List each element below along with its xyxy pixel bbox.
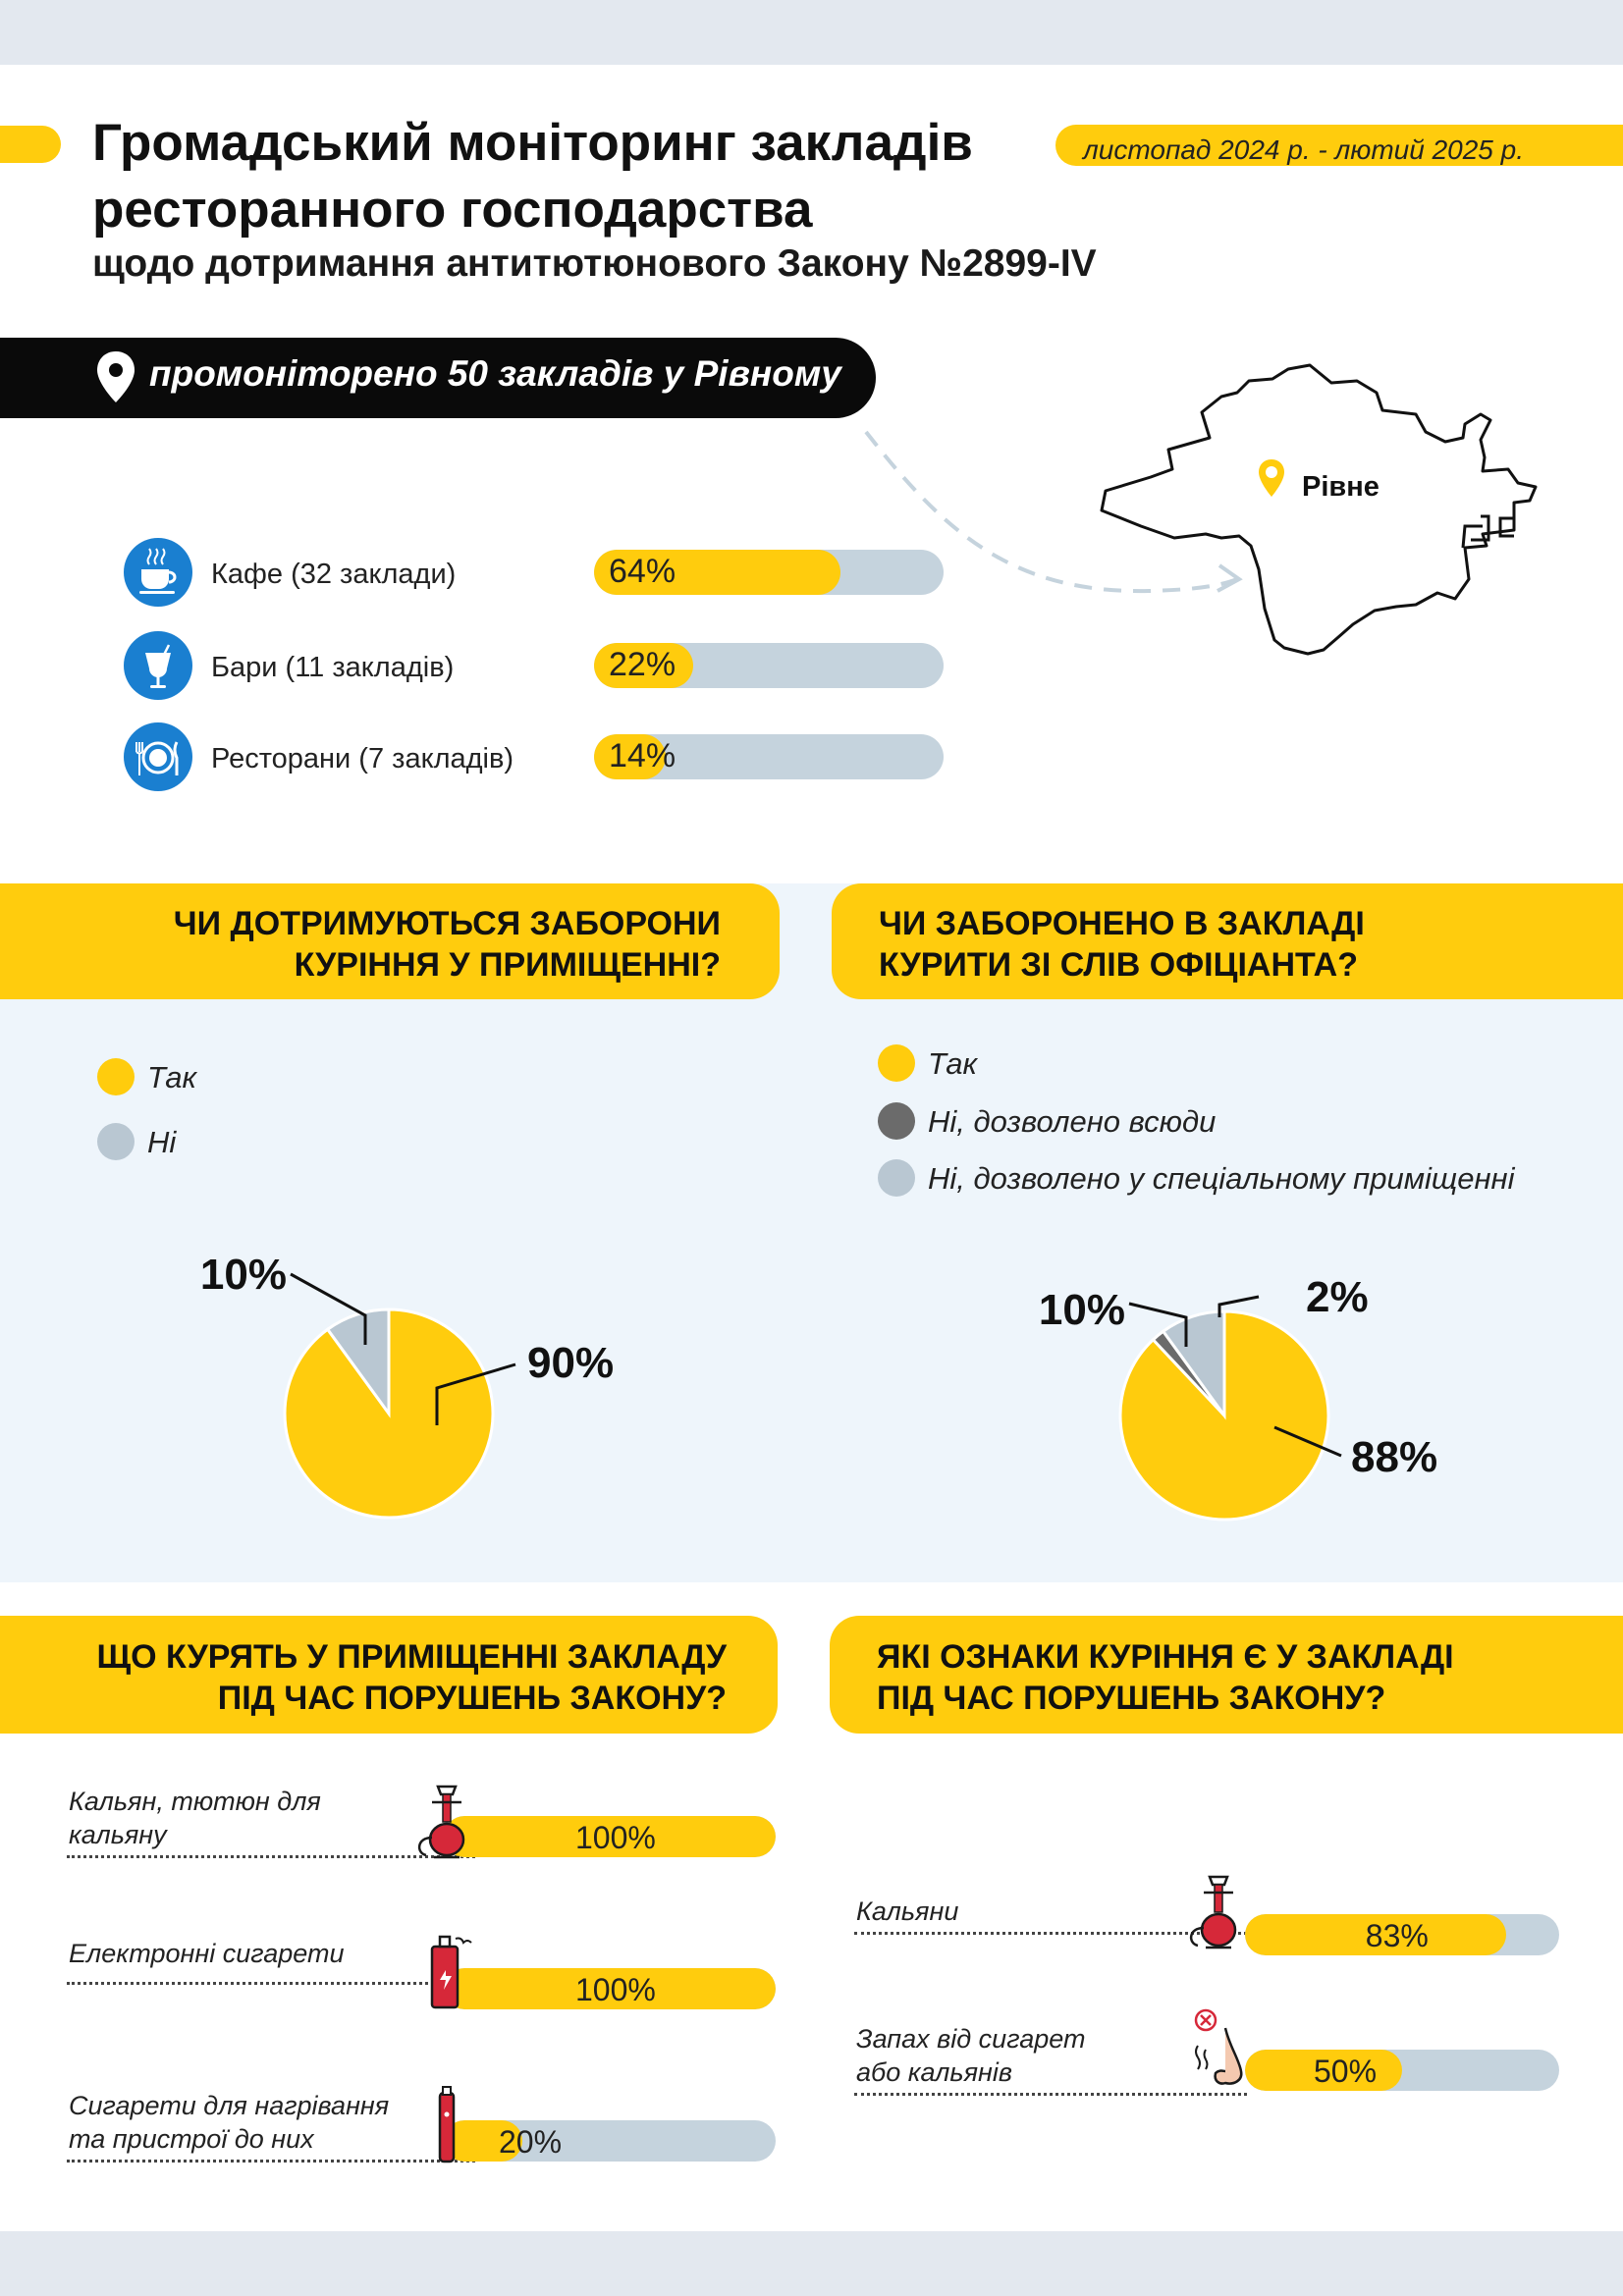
- q4-item-icon-wrap: [1184, 2006, 1253, 2089]
- venue-label: Ресторани (7 закладів): [211, 743, 514, 774]
- plate-cutlery-icon: [124, 722, 192, 791]
- q2-pie-chart: [943, 1207, 1532, 1561]
- q3-title-line1: ЩО КУРЯТЬ У ПРИМІЩЕННІ ЗАКЛАДУ: [96, 1638, 727, 1676]
- q1-title: [0, 903, 721, 986]
- q4-item-icon-wrap: [1184, 1871, 1253, 1953]
- cup-body: [141, 569, 169, 589]
- rivne-map: [1092, 353, 1543, 667]
- venue-icon-wrap: [124, 538, 192, 607]
- q3-item-label-line1: Сигарети для нагрівання: [69, 2091, 390, 2120]
- q3-title-line2: ПІД ЧАС ПОРУШЕНЬ ЗАКОНУ?: [217, 1680, 727, 1717]
- city-pin-icon: [1257, 457, 1286, 499]
- hookah-stem: [1215, 1885, 1222, 1912]
- q1-legend-yes-dot: [97, 1058, 135, 1095]
- q4-title: [877, 1636, 1454, 1719]
- q4-item-label: [856, 2022, 1180, 2089]
- pie-value-label: 10%: [199, 1251, 287, 1299]
- top-band: [0, 0, 1623, 65]
- pie-value-label: 88%: [1351, 1433, 1438, 1481]
- pie-value-label: 10%: [1038, 1286, 1125, 1334]
- q1-legend-no: Ні: [147, 1125, 177, 1159]
- map-pin-icon: [94, 349, 137, 404]
- city-label: Рівне: [1302, 471, 1380, 503]
- q2-legend-yes-dot: [878, 1044, 915, 1082]
- venue-label: Бари (11 закладів): [211, 652, 455, 683]
- q3-item-label: [69, 2089, 393, 2156]
- q1-legend-no-dot: [97, 1123, 135, 1160]
- hookah-base: [430, 1824, 463, 1855]
- device-button: [445, 2112, 450, 2117]
- q1-title-line1: ЧИ ДОТРИМУЮТЬСЯ ЗАБОРОНИ: [173, 905, 721, 942]
- cocktail-icon: [124, 631, 192, 700]
- venue-pct-label: 14%: [609, 737, 676, 774]
- q3-item-icon-wrap: [412, 1781, 481, 1863]
- q1-legend-yes: Так: [147, 1060, 197, 1095]
- q2-legend-allowed-everywhere-dot: [878, 1102, 915, 1140]
- q4-item-label-line1: Кальяни: [856, 1896, 959, 1926]
- hookah-bowl: [1210, 1877, 1227, 1885]
- q2-title-line1: ЧИ ЗАБОРОНЕНО В ЗАКЛАДІ: [879, 905, 1365, 942]
- page-title-line1: Громадський моніторинг закладів: [92, 114, 973, 172]
- page-title-line2: ресторанного господарства: [92, 181, 813, 239]
- q4-dotted-leader: [854, 2093, 1247, 2096]
- glass-base: [150, 685, 166, 688]
- hookah-icon: [412, 1781, 481, 1863]
- venue-icon-wrap: [124, 631, 192, 700]
- q3-bar-value: 100%: [575, 1972, 656, 2007]
- q4-item-label-line2: або кальянів: [856, 2057, 1012, 2087]
- q3-item-label-line1: Електронні сигарети: [69, 1939, 345, 1968]
- hookah-icon: [1184, 1871, 1253, 1953]
- bottom-band: [0, 2231, 1623, 2296]
- q3-bar-track: [444, 2120, 776, 2162]
- q1-pie-chart: [177, 1207, 727, 1561]
- vape-icon: [412, 1933, 481, 2015]
- q2-title: [879, 903, 1365, 986]
- smell-waves: [1196, 2046, 1208, 2069]
- hookah-stem: [443, 1794, 451, 1822]
- date-range-badge: листопад 2024 р. - лютий 2025 р.: [1055, 125, 1623, 166]
- vape-smoke: [456, 1939, 471, 1944]
- q3-item-label-line2: та пристрої до них: [69, 2124, 314, 2154]
- q4-item-label: [856, 1895, 1180, 1928]
- pie-value-label: 2%: [1306, 1273, 1369, 1321]
- q3-item-label-line1: Кальян, тютюн для: [69, 1787, 321, 1816]
- q4-bar-value: 83%: [1365, 1918, 1429, 1953]
- q3-bar-value: 100%: [575, 1820, 656, 1855]
- vape-tip: [440, 1937, 450, 1947]
- nose-smell-icon: [1184, 2006, 1253, 2089]
- q2-legend-special-room: Ні, дозволено у спеціальному приміщенні: [928, 1161, 1515, 1196]
- nose-shape: [1216, 2028, 1242, 2084]
- q4-title-line1: ЯКІ ОЗНАКИ КУРІННЯ Є У ЗАКЛАДІ: [877, 1638, 1454, 1676]
- q4-item-label-line1: Запах від сигарет: [856, 2024, 1086, 2054]
- q2-legend-yes: Так: [928, 1046, 978, 1081]
- page-title: [92, 110, 973, 243]
- coffee-cup-icon: [124, 538, 192, 607]
- q4-bar-value: 50%: [1314, 2054, 1378, 2089]
- hookah-bowl: [438, 1787, 456, 1794]
- q3-item-icon-wrap: [412, 1933, 481, 2015]
- q3-bar-value: 20%: [499, 2124, 563, 2160]
- title-accent-tab: [0, 126, 61, 163]
- venue-icon-wrap: [124, 722, 192, 791]
- q3-item-label: [69, 1785, 393, 1851]
- device-stick: [443, 2087, 451, 2095]
- q1-title-line2: КУРІННЯ У ПРИМІЩЕННІ?: [294, 946, 721, 984]
- cup-saucer: [139, 591, 175, 594]
- q2-legend-allowed-everywhere: Ні, дозволено всюди: [928, 1104, 1217, 1139]
- page-subtitle: щодо дотримання антитютюнового Закону №2899-IV: [92, 242, 1097, 285]
- venue-pct-label: 22%: [609, 646, 676, 683]
- plate-inner: [149, 749, 167, 767]
- q2-legend-special-room-dot: [878, 1159, 915, 1197]
- monitoring-banner-text: промоніторено 50 закладів у Рівному: [149, 353, 841, 394]
- device-body: [440, 2093, 454, 2162]
- q4-title-line2: ПІД ЧАС ПОРУШЕНЬ ЗАКОНУ?: [877, 1680, 1386, 1717]
- venue-pct-label: 64%: [609, 553, 676, 590]
- hookah-base: [1202, 1914, 1235, 1946]
- venue-label: Кафе (32 заклади): [211, 559, 457, 590]
- heated-tobacco-icon: [412, 2085, 481, 2167]
- q2-title-line2: КУРИТИ ЗІ СЛІВ ОФІЦІАНТА?: [879, 946, 1358, 984]
- q3-item-icon-wrap: [412, 2085, 481, 2167]
- q3-item-label-line2: кальяну: [69, 1820, 167, 1849]
- q3-title: [0, 1636, 727, 1719]
- glass-stem: [157, 676, 160, 686]
- pie-value-label: 90%: [527, 1339, 615, 1387]
- q3-item-label: [69, 1937, 393, 1970]
- q4-bar-track: [1245, 2050, 1559, 2091]
